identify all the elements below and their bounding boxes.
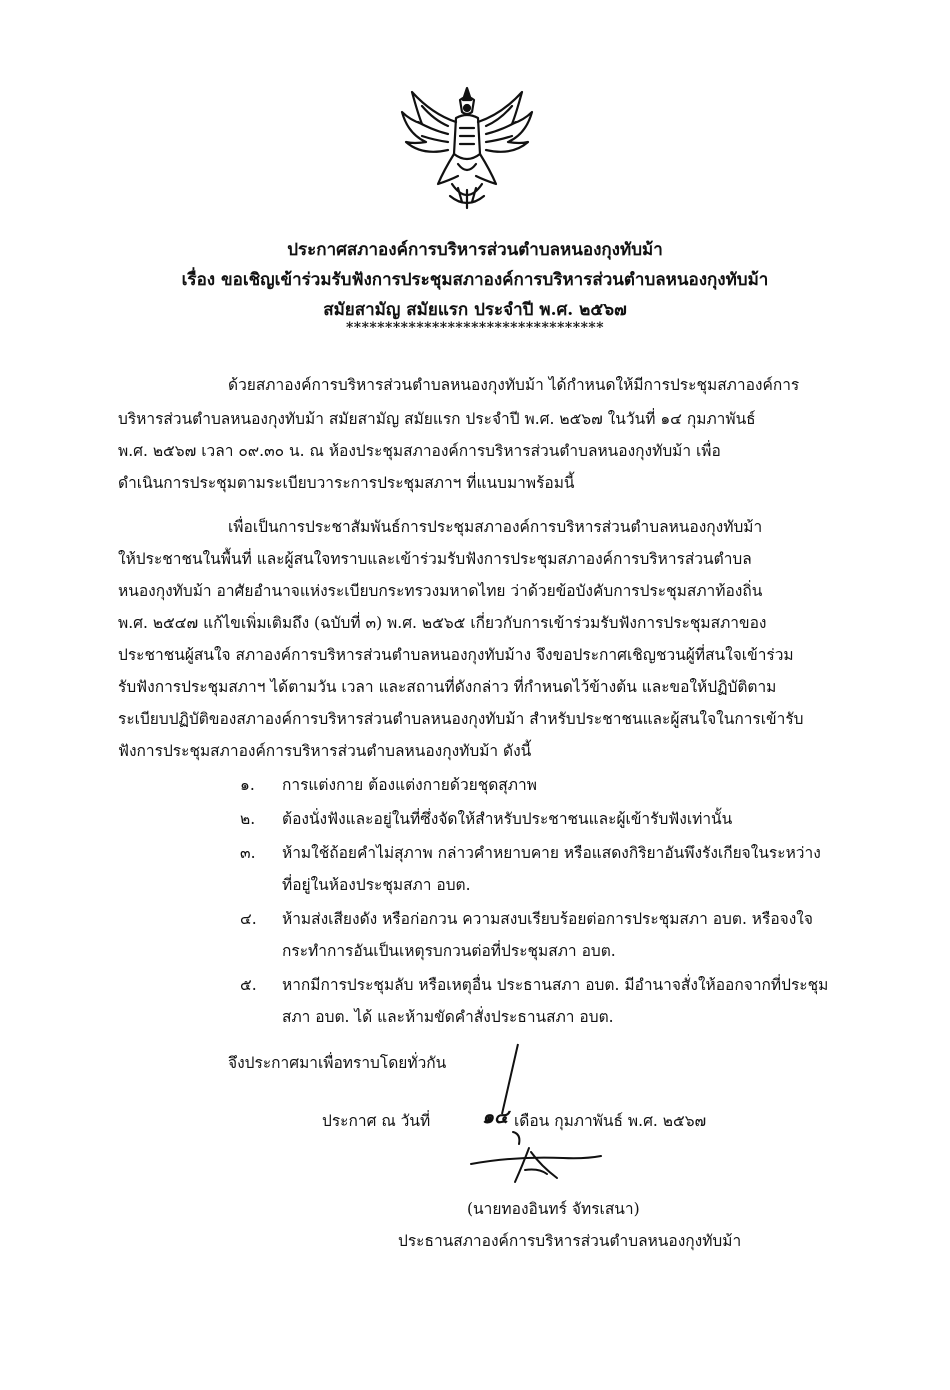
announcement-session: สมัยสามัญ สมัยแรก ประจำปี พ.ศ. ๒๕๖๗ [323, 300, 627, 320]
announcement-title: ประกาศสภาองค์การบริหารส่วนตำบลหนองกุงทับม้า [287, 240, 663, 260]
rule-text: การแต่งกาย ต้องแต่งกายด้วยชุดสุภาพ [282, 776, 537, 794]
signer-name: (นายทองอินทร์ จัทรเสนา) [467, 1200, 640, 1218]
paragraph1-line: บริหารส่วนตำบลหนองกุงทับม้า สมัยสามัญ สมัยแรก ประจำปี พ.ศ. ๒๕๖๗ ในวันที่ ๑๔ กุมภาพันธ์ [118, 410, 756, 428]
paragraph2-line: ฟังการประชุมสภาองค์การบริหารส่วนตำบลหนองกุงทับม้า ดังนี้ [118, 742, 532, 760]
paragraph1-line: ดำเนินการประชุมตามระเบียบวาระการประชุมสภาฯ ที่แนบมาพร้อมนี้ [118, 474, 575, 492]
paragraph1-line: ด้วยสภาองค์การบริหารส่วนตำบลหนองกุงทับม้า ได้กำหนดให้มีการประชุมสภาองค์การ [228, 376, 800, 394]
announce-day-handwritten: ๑๔ [482, 1106, 509, 1128]
rule-number: ๕. [240, 976, 257, 994]
paragraph2-line: เพื่อเป็นการประชาสัมพันธ์การประชุมสภาองค์การบริหารส่วนตำบลหนองกุงทับม้า [228, 518, 763, 536]
rule-text: ห้ามส่งเสียงดัง หรือก่อกวน ความสงบเรียบร้อยต่อการประชุมสภา อบต. หรือจงใจ [282, 910, 813, 928]
paragraph2-line: พ.ศ. ๒๕๔๗ แก้ไขเพิ่มเติมถึง (ฉบับที่ ๓) พ.ศ. ๒๕๖๕ เกี่ยวกับการเข้าร่วมรับฟังการประชุมสภาของ [118, 614, 767, 632]
garuda-emblem-icon [392, 84, 542, 214]
paragraph2-line: รับฟังการประชุมสภาฯ ได้ตามวัน เวลา และสถานที่ดังกล่าว ที่กำหนดไว้ข้างต้น และขอให้ปฏิบัติตาม [118, 678, 777, 696]
paragraph2-line: หนองกุงทับม้า อาศัยอำนาจแห่งระเบียบกระทรวงมหาดไทย ว่าด้วยข้อบังคับการประชุมสภาท้องถิ่น [118, 582, 763, 600]
separator-line: ********************************* [345, 320, 605, 336]
rule-text-continued: กระทำการอันเป็นเหตุรบกวนต่อที่ประชุมสภา อบต. [282, 942, 616, 960]
rule-text-continued: ที่อยู่ในห้องประชุมสภา อบต. [282, 876, 471, 894]
closing-statement: จึงประกาศมาเพื่อทราบโดยทั่วกัน [228, 1054, 447, 1072]
date-handwriting-stroke [494, 1040, 524, 1120]
announce-date-suffix: เดือน กุมภาพันธ์ พ.ศ. ๒๕๖๗ [514, 1112, 707, 1130]
rule-number: ๑. [240, 776, 255, 794]
rule-text: ต้องนั่งฟังและอยู่ในที่ซึ่งจัดให้สำหรับประชาชนและผู้เข้ารับฟังเท่านั้น [282, 810, 733, 828]
paragraph2-line: ระเบียบปฏิบัติของสภาองค์การบริหารส่วนตำบลหนองกุงทับม้า สำหรับประชาชนและผู้สนใจในการเข้ารับ [118, 710, 804, 728]
signer-title: ประธานสภาองค์การบริหารส่วนตำบลหนองกุงทับม้า [398, 1232, 742, 1250]
paragraph1-line: พ.ศ. ๒๕๖๗ เวลา ๐๙.๓๐ น. ณ ห้องประชุมสภาองค์การบริหารส่วนตำบลหนองกุงทับม้า เพื่อ [118, 442, 721, 460]
paragraph2-line: ประชาชนผู้สนใจ สภาองค์การบริหารส่วนตำบลหนองกุงทับม้าง จึงขอประกาศเชิญชวนผู้ที่สนใจเข้าร่วม [118, 646, 794, 664]
rule-number: ๓. [240, 844, 256, 862]
rule-number: ๔. [240, 910, 257, 928]
rule-text: ห้ามใช้ถ้อยคำไม่สุภาพ กล่าวคำหยาบคาย หรือแสดงกิริยาอันพึงรังเกียจในระหว่าง [282, 844, 821, 862]
rule-text-continued: สภา อบต. ได้ และห้ามขัดคำสั่งประธานสภา อบต. [282, 1008, 614, 1026]
paragraph2-line: ให้ประชาชนในพื้นที่ และผู้สนใจทราบและเข้าร่วมรับฟังการประชุมสภาองค์การบริหารส่วนตำบล [118, 550, 752, 568]
announcement-subject: เรื่อง ขอเชิญเข้าร่วมรับฟังการประชุมสภาองค์การบริหารส่วนตำบลหนองกุงทับม้า [181, 270, 769, 290]
handwritten-signature [465, 1128, 605, 1188]
announce-date-prefix: ประกาศ ณ วันที่ [322, 1112, 431, 1130]
rule-text: หากมีการประชุมลับ หรือเหตุอื่น ประธานสภา อบต. มีอำนาจสั่งให้ออกจากที่ประชุม [282, 976, 829, 994]
rule-number: ๒. [240, 810, 256, 828]
